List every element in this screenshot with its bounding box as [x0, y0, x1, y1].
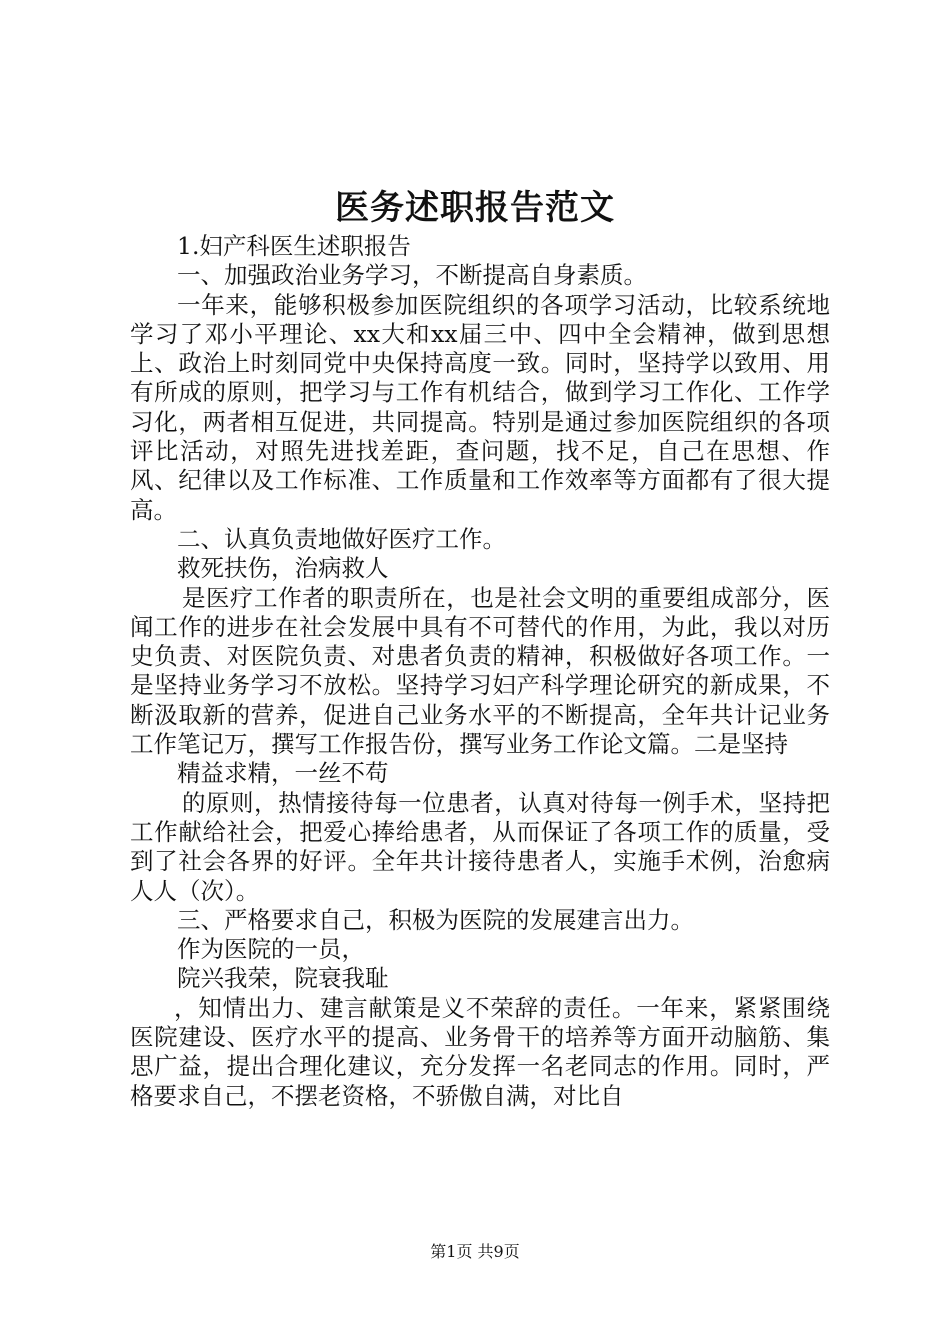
section-heading: 三、严格要求自己，积极为医院的发展建言出力。 — [177, 905, 694, 934]
page-footer: 第1页 共9页 — [430, 1242, 520, 1261]
body-paragraph: 作为医院的一员， — [177, 935, 365, 964]
document-body — [130, 232, 830, 1111]
body-paragraph: 一年来，能够积极参加医院组织的各项学习活动，比较系统地学习了邓小平理论、xx大和xx届三中、四中全会精神，做到思想上、政治上时刻同党中央保持高度一致。同时，坚持学以致用、用有所成的原则，把学习与工作有机结合，做到学习工作化、工作学习化，两者相互促进，共同提高。特别是通过参加医院组织的各项评比活动，对照先进找差距，查问题，找不足，自己在思想、作风、纪律以及工作标准、工作质量和工作效率等方面都有了很大提高。 — [130, 290, 830, 524]
body-paragraph: 精益求精，一丝不苟 — [177, 759, 389, 788]
document-title: 医务述职报告范文 — [335, 188, 615, 228]
section-heading: 二、认真负责地做好医疗工作。 — [177, 524, 506, 553]
body-paragraph: 的原则，热情接待每一位患者，认真对待每一例手术，坚持把工作献给社会，把爱心捧给患者，从而保证了各项工作的质量，受到了社会各界的好评。全年共计接待患者人，实施手术例，治愈病人人（次）。 — [130, 788, 830, 905]
body-paragraph: 是医疗工作者的职责所在，也是社会文明的重要组成部分，医闻工作的进步在社会发展中具有不可替代的作用，为此，我以对历史负责、对医院负责、对患者负责的精神，积极做好各项工作。一是坚持业务学习不放松。坚持学习妇产科学理论研究的新成果，不断汲取新的营养，促进自己业务水平的不断提高，全年共计记业务工作笔记万，撰写工作报告份，撰写业务工作论文篇。二是坚持 — [130, 583, 830, 759]
body-paragraph: 院兴我荣，院衰我耻 — [177, 964, 389, 993]
body-paragraph: ，知情出力、建言献策是义不荣辞的责任。一年来，紧紧围绕医院建设、医疗水平的提高、业务骨干的培养等方面开动脑筋、集思广益，提出合理化建议，充分发挥一名老同志的作用。同时，严格要求自己，不摆老资格，不骄傲自满，对比自 — [130, 993, 830, 1110]
section-heading: 一、加强政治业务学习，不断提高自身素质。 — [177, 261, 647, 290]
section-heading: 1.妇产科医生述职报告 — [177, 232, 411, 260]
body-paragraph: 救死扶伤，治病救人 — [177, 554, 389, 583]
